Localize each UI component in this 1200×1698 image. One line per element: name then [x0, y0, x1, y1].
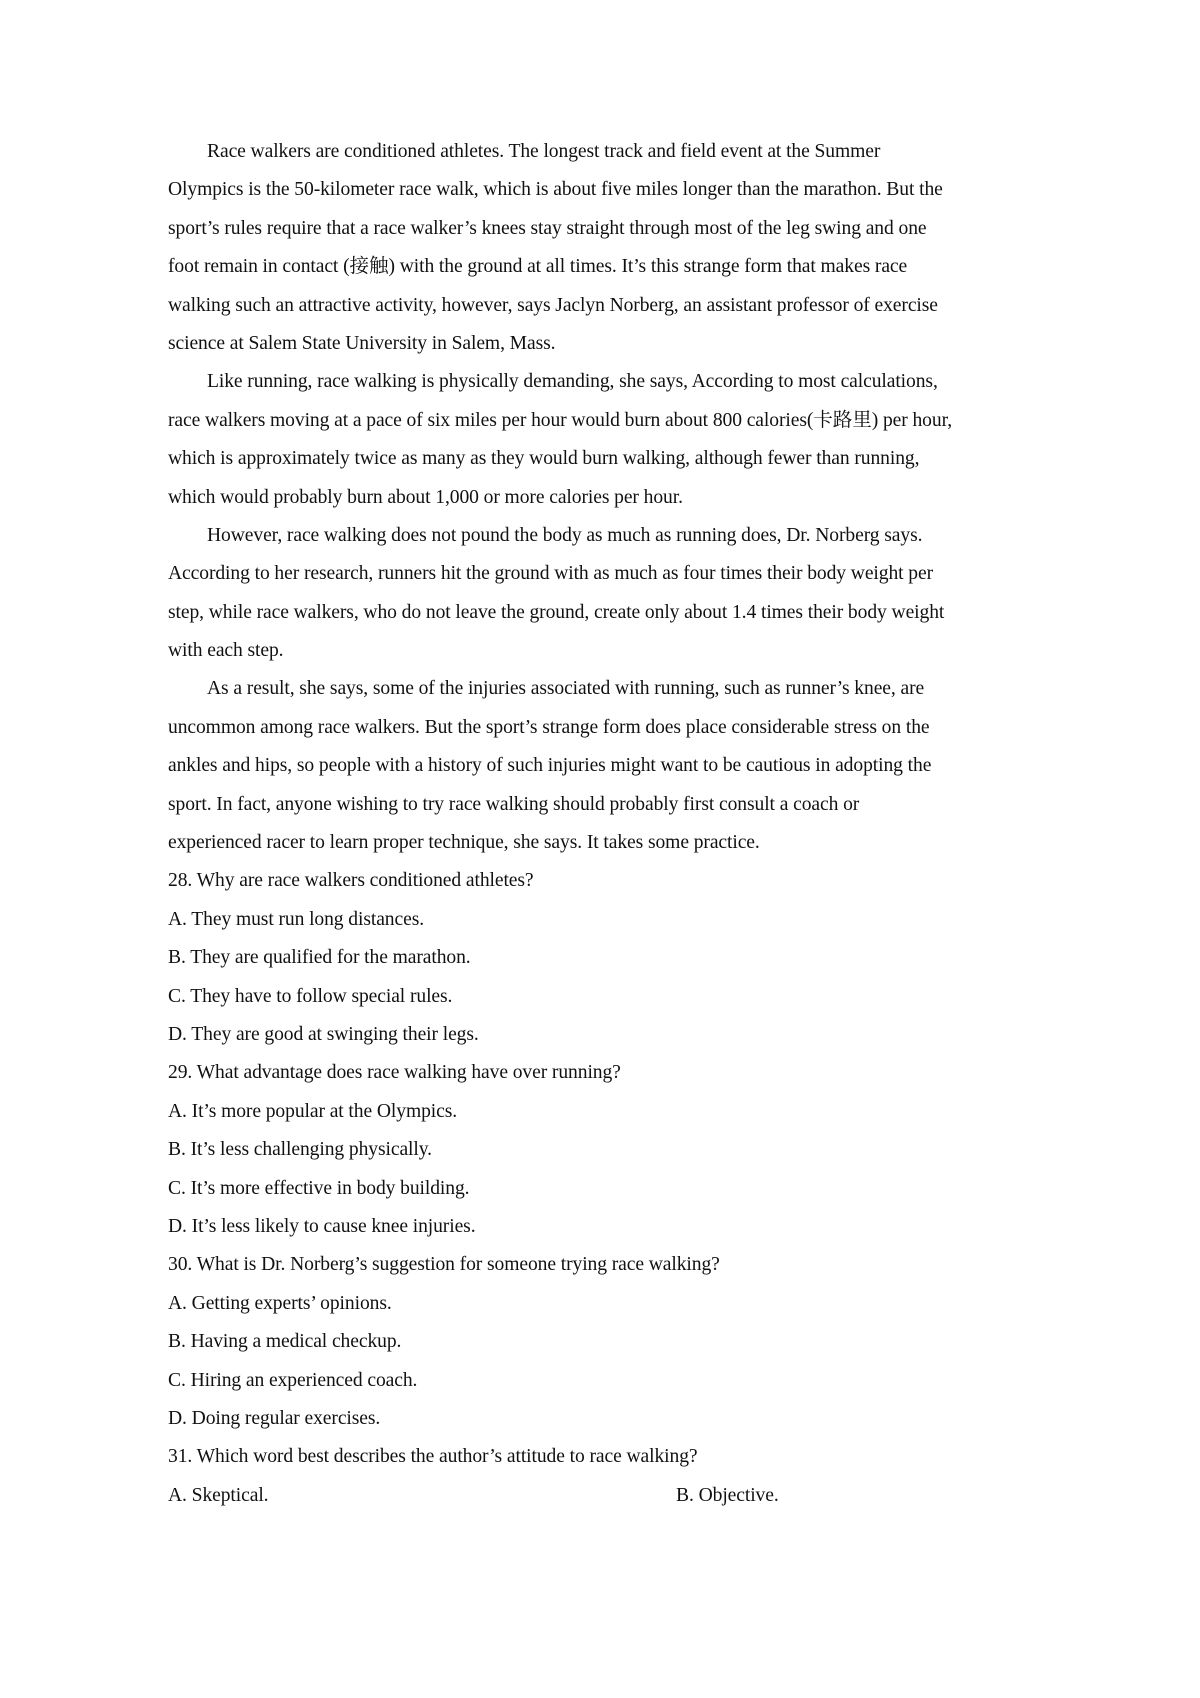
question-stem: 30. What is Dr. Norberg’s suggestion for someone trying race walking?: [168, 1254, 720, 1276]
paragraph-2: [168, 363, 1032, 517]
answer-option-b: B. Having a medical checkup.: [168, 1331, 402, 1353]
question-stem: 31. Which word best describes the author’s attitude to race walking?: [168, 1446, 698, 1468]
question-31: [168, 1438, 1032, 1515]
text-line: race walkers moving at a pace of six miles per hour would burn about 800 calories(卡路里) per hour,: [168, 409, 953, 431]
paragraph-4: [168, 670, 1032, 862]
text-line: which is approximately twice as many as they would burn walking, although fewer than running,: [168, 448, 920, 470]
text-line: foot remain in contact (接触) with the ground at all times. It’s this strange form that makes race: [168, 256, 908, 278]
text-line: Race walkers are conditioned athletes. The longest track and field event at the Summer: [207, 141, 881, 162]
paragraph-3: [168, 517, 1032, 671]
text-line: step, while race walkers, who do not leave the ground, create only about 1.4 times their body weight: [168, 601, 945, 623]
answer-option-c: C. It’s more effective in body building.: [168, 1177, 470, 1199]
question-stem: 28. Why are race walkers conditioned athletes?: [168, 870, 534, 892]
answer-option-a: A. Skeptical.: [168, 1484, 269, 1506]
text-line: experienced racer to learn proper technique, she says. It takes some practice.: [168, 832, 760, 854]
question-29: [168, 1054, 1032, 1246]
answer-option-d: D. They are good at swinging their legs.: [168, 1023, 479, 1045]
answer-option-b: B. Objective.: [676, 1484, 779, 1506]
document-page: [168, 133, 1032, 1515]
answer-option-a: A. They must run long distances.: [168, 908, 425, 930]
text-line: walking such an attractive activity, however, says Jaclyn Norberg, an assistant professor of exercise: [168, 294, 938, 316]
answer-option-d: D. Doing regular exercises.: [168, 1407, 381, 1429]
question-30: [168, 1246, 1032, 1438]
text-line: with each step.: [168, 640, 284, 662]
text-line: According to her research, runners hit the ground with as much as four times their body weight per: [168, 563, 934, 585]
passage: [168, 133, 1032, 862]
answer-option-a: A. It’s more popular at the Olympics.: [168, 1100, 458, 1122]
text-line: sport. In fact, anyone wishing to try race walking should probably first consult a coach or: [168, 793, 860, 815]
text-line: which would probably burn about 1,000 or more calories per hour.: [168, 486, 683, 508]
answer-option-c: C. Hiring an experienced coach.: [168, 1369, 418, 1391]
paragraph-1: [168, 133, 1032, 363]
question-28: [168, 862, 1032, 1054]
answer-option-d: D. It’s less likely to cause knee injuries.: [168, 1215, 476, 1237]
answer-option-b: B. They are qualified for the marathon.: [168, 947, 471, 969]
text-line: Like running, race walking is physically demanding, she says, According to most calculations,: [207, 371, 938, 393]
text-line: science at Salem State University in Salem, Mass.: [168, 332, 556, 354]
answer-option-c: C. They have to follow special rules.: [168, 985, 453, 1007]
question-stem: 29. What advantage does race walking have over running?: [168, 1062, 621, 1084]
text-line: uncommon among race walkers. But the sport’s strange form does place considerable stress on the: [168, 716, 930, 738]
text-line: sport’s rules require that a race walker’s knees stay straight through most of the leg swing and one: [168, 217, 927, 239]
answer-option-b: B. It’s less challenging physically.: [168, 1139, 432, 1161]
answer-option-a: A. Getting experts’ opinions.: [168, 1292, 392, 1314]
text-line: As a result, she says, some of the injuries associated with running, such as runner’s knee, are: [207, 678, 925, 700]
text-line: Olympics is the 50-kilometer race walk, which is about five miles longer than the marathon. But the: [168, 179, 943, 201]
answer-options-row: [168, 1477, 1032, 1515]
text-line: ankles and hips, so people with a history of such injuries might want to be cautious in adopting the: [168, 755, 932, 777]
text-line: However, race walking does not pound the body as much as running does, Dr. Norberg says.: [207, 524, 923, 546]
